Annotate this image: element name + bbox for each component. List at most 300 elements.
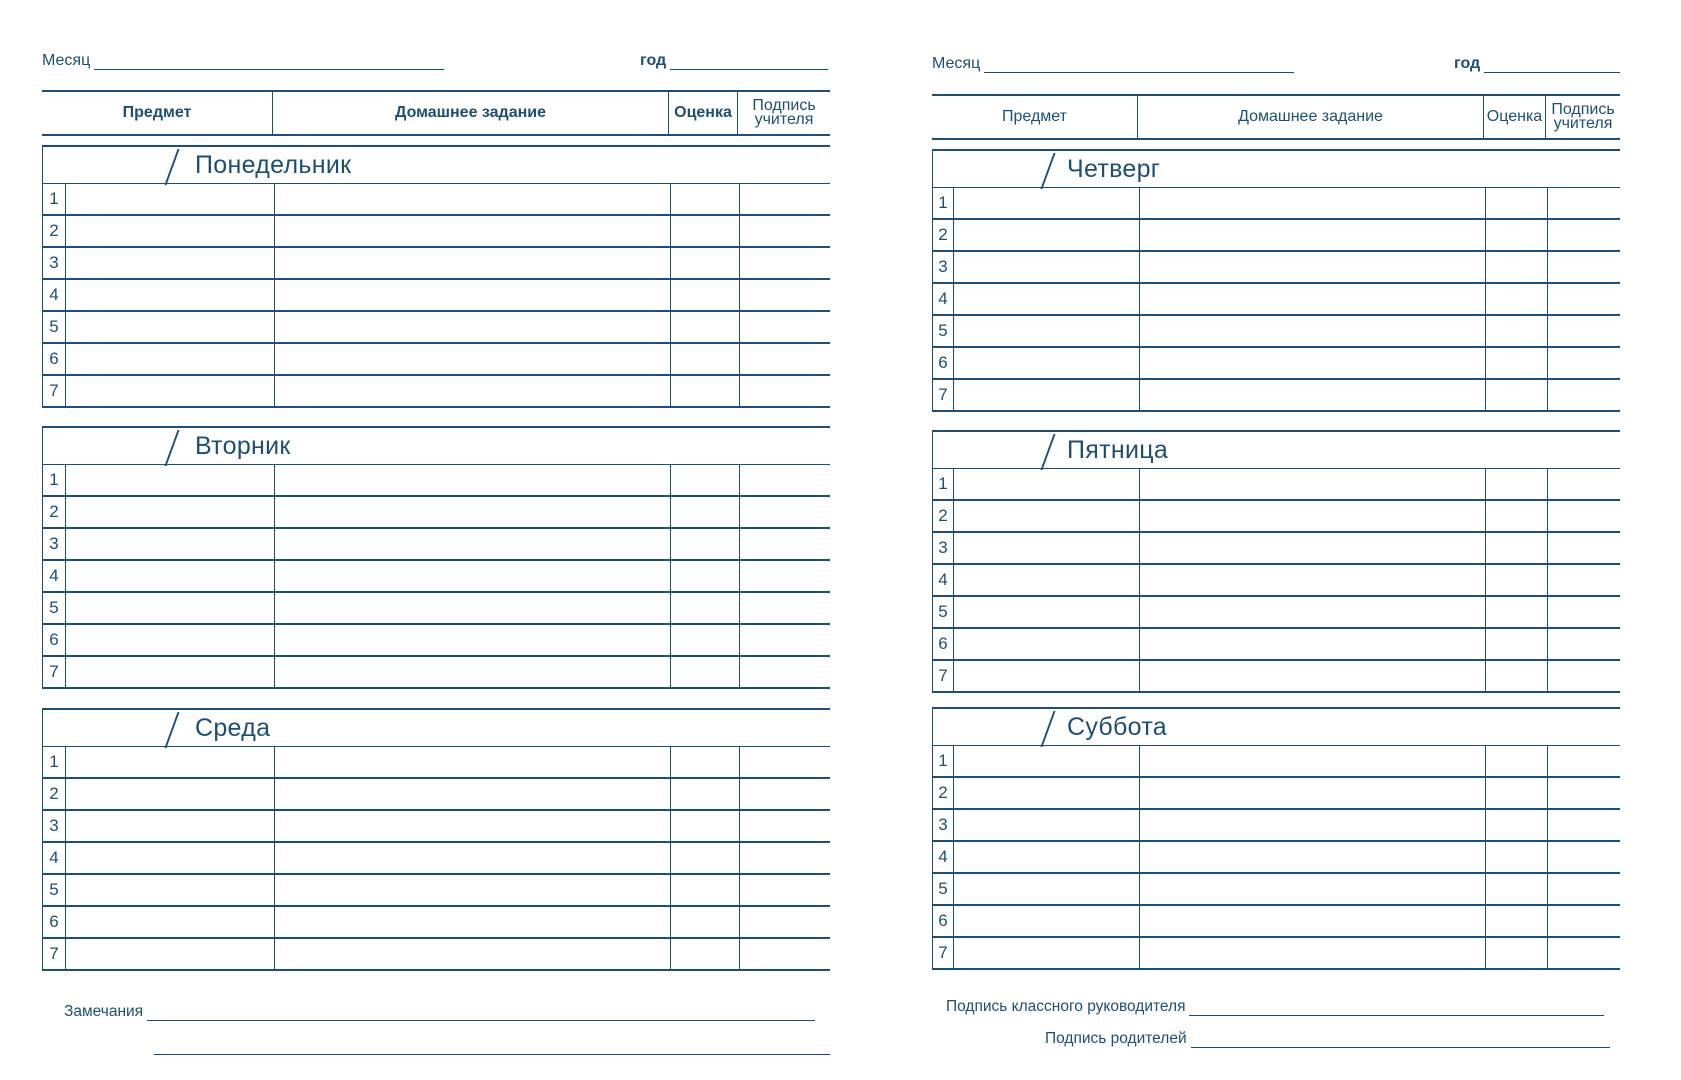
homework-cell[interactable] [1140,906,1486,936]
grade-cell[interactable] [1486,778,1548,808]
lesson-number: 6 [42,625,66,655]
homework-cell[interactable] [275,216,671,246]
lesson-row [932,874,1620,906]
teacher-signature-cell[interactable] [1548,284,1620,314]
lesson-number: 4 [932,565,954,595]
lesson-number: 2 [932,220,954,250]
subject-cell[interactable] [954,469,1140,499]
slash-divider [164,430,179,466]
subject-cell[interactable] [66,465,275,495]
grade-cell[interactable] [671,497,740,527]
grade-cell[interactable] [1486,746,1548,776]
day-title-bar [932,430,1620,469]
subject-cell[interactable] [66,184,275,214]
grade-cell[interactable] [1486,220,1548,250]
class-teacher-signature-line[interactable] [1189,1015,1604,1016]
lesson-row [42,280,830,312]
grade-cell[interactable] [671,344,740,374]
month-input-line[interactable] [984,72,1294,73]
year-label: год [1454,55,1481,72]
homework-cell[interactable] [1140,629,1486,659]
teacher-signature-cell[interactable] [740,497,830,527]
remarks-line-1[interactable] [147,1020,815,1021]
teacher-signature-cell[interactable] [740,939,830,969]
grade-cell[interactable] [671,907,740,937]
teacher-signature-cell[interactable] [740,312,830,342]
grade-cell[interactable] [1486,938,1548,968]
homework-cell[interactable] [275,811,671,841]
lesson-number: 7 [42,376,66,406]
lesson-row [932,746,1620,778]
day-name: Суббота [1067,713,1168,741]
homework-cell[interactable] [275,907,671,937]
subject-cell[interactable] [66,939,275,969]
lesson-number: 6 [932,629,954,659]
subject-cell[interactable] [66,875,275,905]
grade-cell[interactable] [671,561,740,591]
subject-cell[interactable] [66,811,275,841]
homework-cell[interactable] [1140,778,1486,808]
lesson-row [42,465,830,497]
grade-cell[interactable] [671,843,740,873]
grade-cell[interactable] [1486,661,1548,691]
day-title-bar [42,145,830,184]
grade-cell[interactable] [671,657,740,687]
homework-cell[interactable] [1140,746,1486,776]
homework-cell[interactable] [275,184,671,214]
subject-cell[interactable] [66,747,275,777]
grade-cell[interactable] [1486,252,1548,282]
day-block [932,149,1620,412]
lesson-row [932,284,1620,316]
grade-cell[interactable] [671,779,740,809]
grade-cell[interactable] [1486,469,1548,499]
grade-cell[interactable] [1486,906,1548,936]
day-name: Пятница [1067,436,1169,464]
teacher-signature-cell[interactable] [1548,874,1620,904]
lesson-number: 4 [42,561,66,591]
homework-cell[interactable] [1140,501,1486,531]
lesson-row [932,380,1620,412]
homework-cell[interactable] [1140,252,1486,282]
lesson-row [932,597,1620,629]
subject-cell[interactable] [954,533,1140,563]
day-title-bar [932,149,1620,188]
subject-cell[interactable] [66,625,275,655]
homework-cell[interactable] [1140,188,1486,218]
day-name: Вторник [195,432,291,460]
lesson-row [932,842,1620,874]
lesson-row [42,657,830,689]
lesson-row [42,779,830,811]
homework-cell[interactable] [1140,874,1486,904]
grade-cell[interactable] [671,312,740,342]
teacher-signature-cell[interactable] [740,280,830,310]
lesson-number: 7 [42,657,66,687]
lesson-row [932,316,1620,348]
parents-signature-label: Подпись родителей [1045,1030,1187,1047]
lesson-number: 7 [932,380,954,410]
teacher-signature-cell[interactable] [740,875,830,905]
grade-cell[interactable] [671,529,740,559]
subject-cell[interactable] [66,280,275,310]
lesson-number: 3 [932,252,954,282]
year-field[interactable] [640,52,828,70]
lesson-row [42,529,830,561]
day-name: Среда [195,714,271,742]
slash-divider [164,712,179,748]
teacher-signature-cell[interactable] [740,907,830,937]
grade-cell[interactable] [1486,810,1548,840]
lesson-number: 5 [42,593,66,623]
grade-cell[interactable] [671,939,740,969]
grade-cell[interactable] [671,248,740,278]
grade-cell[interactable] [1486,188,1548,218]
lesson-number: 6 [932,906,954,936]
lesson-number: 6 [932,348,954,378]
homework-cell[interactable] [1140,348,1486,378]
teacher-signature-cell[interactable] [740,779,830,809]
subject-cell[interactable] [954,284,1140,314]
lesson-row [42,497,830,529]
lesson-row [42,593,830,625]
lesson-row [42,344,830,376]
homework-cell[interactable] [1140,220,1486,250]
grade-cell[interactable] [671,593,740,623]
subject-cell[interactable] [954,842,1140,872]
homework-cell[interactable] [275,657,671,687]
subject-cell[interactable] [954,938,1140,968]
grade-cell[interactable] [671,184,740,214]
parents-signature-field[interactable] [1045,1030,1610,1048]
grade-cell[interactable] [1486,842,1548,872]
subject-cell[interactable] [954,597,1140,627]
teacher-signature-cell[interactable] [1548,380,1620,410]
subject-cell[interactable] [954,874,1140,904]
subject-cell[interactable] [66,779,275,809]
subject-cell[interactable] [66,248,275,278]
column-headers [42,90,830,136]
lesson-row [932,469,1620,501]
grade-cell[interactable] [1486,501,1548,531]
month-field[interactable] [42,52,444,70]
subject-cell[interactable] [954,188,1140,218]
homework-cell[interactable] [1140,810,1486,840]
lesson-row [42,843,830,875]
grade-cell[interactable] [671,625,740,655]
grade-cell[interactable] [1486,380,1548,410]
homework-cell[interactable] [275,843,671,873]
homework-cell[interactable] [1140,380,1486,410]
year-label: год [640,52,667,69]
homework-cell[interactable] [1140,316,1486,346]
homework-cell[interactable] [275,747,671,777]
subject-cell[interactable] [954,778,1140,808]
lesson-number: 3 [42,811,66,841]
lesson-row [42,875,830,907]
homework-cell[interactable] [275,529,671,559]
teacher-signature-cell[interactable] [1548,533,1620,563]
teacher-signature-cell[interactable] [1548,661,1620,691]
lesson-row [42,248,830,280]
lesson-number: 1 [42,465,66,495]
day-block [42,426,830,689]
homework-cell[interactable] [1140,284,1486,314]
lesson-row [42,184,830,216]
grade-cell[interactable] [671,747,740,777]
lesson-number: 4 [42,843,66,873]
subject-cell[interactable] [954,629,1140,659]
day-title-bar [932,707,1620,746]
teacher-signature-cell[interactable] [740,843,830,873]
homework-cell[interactable] [275,465,671,495]
lesson-number: 7 [932,661,954,691]
lesson-number: 5 [42,312,66,342]
grade-cell[interactable] [1486,597,1548,627]
homework-cell[interactable] [1140,938,1486,968]
day-title-bar [42,426,830,465]
year-field[interactable] [1454,55,1620,73]
homework-cell[interactable] [275,561,671,591]
teacher-signature-cell[interactable] [1548,842,1620,872]
lesson-row [932,348,1620,380]
subject-cell[interactable] [954,565,1140,595]
teacher-signature-cell[interactable] [740,747,830,777]
day-block [42,708,830,971]
lesson-number: 3 [932,810,954,840]
lesson-row [932,220,1620,252]
lesson-number: 1 [932,469,954,499]
subject-cell[interactable] [954,252,1140,282]
day-name: Четверг [1067,155,1161,183]
subject-cell[interactable] [66,344,275,374]
slash-divider [1040,153,1055,189]
homework-cell[interactable] [1140,533,1486,563]
subject-cell[interactable] [66,593,275,623]
day-name: Понедельник [195,151,352,179]
grade-cell[interactable] [671,811,740,841]
lesson-row [42,939,830,971]
teacher-signature-cell[interactable] [1548,188,1620,218]
lesson-row [42,811,830,843]
teacher-signature-cell[interactable] [1548,629,1620,659]
col-grade: Оценка [669,92,738,134]
lesson-number: 2 [42,497,66,527]
lesson-row [42,747,830,779]
homework-cell[interactable] [275,625,671,655]
lesson-number: 1 [932,746,954,776]
grade-cell[interactable] [1486,874,1548,904]
teacher-signature-cell[interactable] [740,561,830,591]
subject-cell[interactable] [954,906,1140,936]
grade-cell[interactable] [1486,533,1548,563]
homework-cell[interactable] [1140,661,1486,691]
lesson-number: 1 [42,747,66,777]
subject-cell[interactable] [66,907,275,937]
teacher-signature-cell[interactable] [1548,906,1620,936]
class-teacher-signature-label: Подпись классного руководителя [946,998,1186,1015]
subject-cell[interactable] [66,529,275,559]
grade-cell[interactable] [671,465,740,495]
remarks-field[interactable] [64,1003,815,1021]
col-homework: Домашнее задание [1138,96,1484,138]
teacher-signature-cell[interactable] [740,248,830,278]
lesson-number: 6 [42,907,66,937]
homework-cell[interactable] [275,344,671,374]
subject-cell[interactable] [954,348,1140,378]
month-field[interactable] [932,55,1294,73]
lesson-row [42,561,830,593]
subject-cell[interactable] [954,316,1140,346]
lesson-number: 1 [932,188,954,218]
lesson-row [42,376,830,408]
subject-cell[interactable] [954,220,1140,250]
slash-divider [164,149,179,185]
lesson-number: 5 [932,874,954,904]
teacher-signature-cell[interactable] [1548,252,1620,282]
subject-cell[interactable] [954,810,1140,840]
remarks-line-2[interactable] [154,1054,830,1055]
year-input-line[interactable] [670,69,828,70]
month-label: Месяц [42,52,91,69]
lesson-number: 1 [42,184,66,214]
day-title-bar [42,708,830,747]
lesson-number: 4 [932,842,954,872]
day-block [932,707,1620,970]
column-headers [932,94,1620,140]
lesson-number: 3 [42,248,66,278]
parents-signature-line[interactable] [1191,1047,1610,1048]
col-signature-line2: учителя [754,111,814,128]
col-teacher-signature [1546,96,1620,138]
homework-cell[interactable] [1140,597,1486,627]
teacher-signature-cell[interactable] [740,811,830,841]
homework-cell[interactable] [275,939,671,969]
col-teacher-signature [738,92,830,134]
grade-cell[interactable] [671,376,740,406]
homework-cell[interactable] [275,593,671,623]
lesson-row [932,906,1620,938]
month-label: Месяц [932,55,981,72]
lesson-row [932,661,1620,693]
col-signature-line2: учителя [1553,115,1613,132]
homework-cell[interactable] [275,875,671,905]
homework-cell[interactable] [275,248,671,278]
grade-cell[interactable] [671,875,740,905]
grade-cell[interactable] [1486,629,1548,659]
year-input-line[interactable] [1484,72,1620,73]
teacher-signature-cell[interactable] [1548,220,1620,250]
col-homework: Домашнее задание [273,92,669,134]
subject-cell[interactable] [954,380,1140,410]
lesson-row [932,629,1620,661]
teacher-signature-cell[interactable] [740,376,830,406]
lesson-row [932,565,1620,597]
teacher-signature-cell[interactable] [740,625,830,655]
teacher-signature-cell[interactable] [1548,746,1620,776]
teacher-signature-cell[interactable] [1548,469,1620,499]
teacher-signature-cell[interactable] [1548,565,1620,595]
slash-divider [1040,434,1055,470]
teacher-signature-cell[interactable] [740,344,830,374]
lesson-number: 7 [932,938,954,968]
teacher-signature-cell[interactable] [740,465,830,495]
lesson-row [932,938,1620,970]
col-subject: Предмет [42,92,273,134]
lesson-number: 5 [932,316,954,346]
teacher-signature-cell[interactable] [1548,597,1620,627]
col-subject: Предмет [932,96,1138,138]
lesson-number: 3 [42,529,66,559]
teacher-signature-cell[interactable] [740,657,830,687]
homework-cell[interactable] [1140,565,1486,595]
teacher-signature-cell[interactable] [1548,501,1620,531]
month-input-line[interactable] [94,69,444,70]
lesson-row [932,533,1620,565]
homework-cell[interactable] [275,280,671,310]
col-signature-line1: Подпись [752,97,816,114]
slash-divider [1040,711,1055,747]
grade-cell[interactable] [671,280,740,310]
homework-cell[interactable] [275,779,671,809]
subject-cell[interactable] [954,746,1140,776]
lesson-number: 5 [42,875,66,905]
subject-cell[interactable] [66,216,275,246]
subject-cell[interactable] [66,497,275,527]
teacher-signature-cell[interactable] [740,216,830,246]
teacher-signature-cell[interactable] [740,184,830,214]
subject-cell[interactable] [66,657,275,687]
class-teacher-signature-field[interactable] [946,998,1604,1016]
remarks-label: Замечания [64,1003,144,1020]
lesson-number: 2 [932,501,954,531]
teacher-signature-cell[interactable] [740,593,830,623]
grade-cell[interactable] [671,216,740,246]
homework-cell[interactable] [1140,842,1486,872]
grade-cell[interactable] [1486,316,1548,346]
teacher-signature-cell[interactable] [1548,778,1620,808]
teacher-signature-cell[interactable] [1548,316,1620,346]
lesson-row [42,312,830,344]
homework-cell[interactable] [275,312,671,342]
col-signature-line1: Подпись [1551,101,1615,118]
grade-cell[interactable] [1486,284,1548,314]
subject-cell[interactable] [66,312,275,342]
lesson-row [932,810,1620,842]
lesson-row [932,252,1620,284]
teacher-signature-cell[interactable] [1548,810,1620,840]
homework-cell[interactable] [1140,469,1486,499]
teacher-signature-cell[interactable] [1548,938,1620,968]
lesson-number: 2 [42,779,66,809]
teacher-signature-cell[interactable] [740,529,830,559]
grade-cell[interactable] [1486,348,1548,378]
lesson-number: 4 [42,280,66,310]
col-grade: Оценка [1484,96,1546,138]
lesson-row [932,778,1620,810]
subject-cell[interactable] [66,561,275,591]
lesson-number: 3 [932,533,954,563]
homework-cell[interactable] [275,497,671,527]
subject-cell[interactable] [66,376,275,406]
subject-cell[interactable] [954,501,1140,531]
homework-cell[interactable] [275,376,671,406]
day-block [42,145,830,408]
subject-cell[interactable] [954,661,1140,691]
grade-cell[interactable] [1486,565,1548,595]
teacher-signature-cell[interactable] [1548,348,1620,378]
subject-cell[interactable] [66,843,275,873]
